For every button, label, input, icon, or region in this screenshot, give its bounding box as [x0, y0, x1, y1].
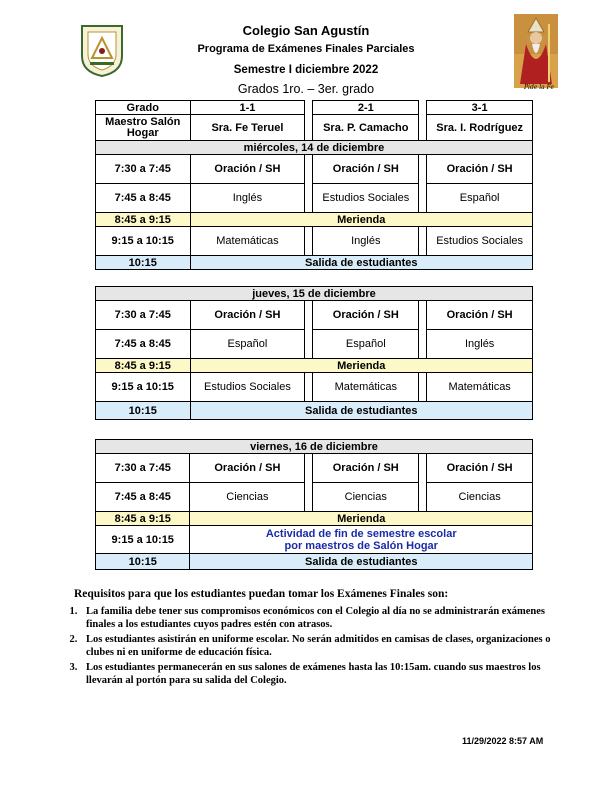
gap-cell: [305, 227, 313, 256]
semester-title: Semestre I diciembre 2022: [233, 64, 379, 76]
day-title: viernes, 16 de diciembre: [96, 440, 533, 454]
requirement-item: 1. La familia debe tener sus compromisos económicos con el Colegio al día no se administrarán exámenes finales a los estudiantes cuyos padres estén con atrasos.: [80, 606, 568, 631]
time-cell: 8:45 a 9:15: [96, 213, 191, 227]
subject-cell: Español: [427, 184, 533, 213]
saint-portrait-image: [514, 14, 558, 88]
subject-cell: Ciencias: [427, 483, 533, 512]
subject-cell: Inglés: [190, 184, 305, 213]
school-name: Colegio San Agustín: [242, 23, 370, 38]
dismissal-cell: Salida de estudiantes: [190, 402, 533, 420]
gap-cell: [419, 115, 427, 141]
gap-cell: [305, 330, 313, 359]
time-cell: 8:45 a 9:15: [96, 359, 191, 373]
merienda-cell: Merienda: [190, 213, 533, 227]
subject-cell: Oración / SH: [190, 454, 305, 483]
gap-cell: [419, 454, 427, 483]
requirements-heading: Requisitos para que los estudiantes puedan tomar los Exámenes Finales son:: [74, 588, 449, 600]
subject-cell: Estudios Sociales: [313, 184, 419, 213]
time-cell: 7:30 a 7:45: [96, 454, 190, 483]
teacher-name: Sra. I. Rodríguez: [427, 115, 533, 141]
subject-cell: Estudios Sociales: [190, 373, 305, 402]
program-title: Programa de Exámenes Finales Parciales: [197, 43, 415, 55]
gap-cell: [305, 301, 313, 330]
gap-cell: [305, 483, 313, 512]
merienda-cell: Merienda: [190, 512, 533, 526]
subject-cell: Oración / SH: [313, 301, 419, 330]
gap-cell: [305, 101, 313, 115]
gap-cell: [419, 155, 427, 184]
teacher-name: Sra. P. Camacho: [313, 115, 419, 141]
gap-cell: [305, 155, 313, 184]
subject-cell: Oración / SH: [427, 454, 533, 483]
day-title: jueves, 15 de diciembre: [96, 287, 533, 301]
subject-cell: Estudios Sociales: [427, 227, 533, 256]
subject-cell: Matemáticas: [427, 373, 533, 402]
subject-cell: Ciencias: [190, 483, 305, 512]
gap-cell: [305, 373, 313, 402]
requirements-list: [62, 606, 568, 690]
subject-cell: Inglés: [313, 227, 419, 256]
time-cell: 9:15 a 10:15: [96, 227, 191, 256]
time-cell: 7:30 a 7:45: [96, 301, 191, 330]
gap-cell: [419, 227, 427, 256]
time-cell: 9:15 a 10:15: [96, 526, 190, 554]
time-cell: 7:45 a 8:45: [96, 483, 190, 512]
requirement-item: 3. Los estudiantes permanecerán en sus salones de exámenes hasta las 10:15am. cuando sus maestros los llevarán al portón para su salida del Colegio.: [80, 662, 568, 687]
time-cell: 7:30 a 7:45: [96, 155, 191, 184]
time-cell: 7:45 a 8:45: [96, 330, 191, 359]
time-cell: 10:15: [96, 402, 191, 420]
grades-title: Grados 1ro. – 3er. grado: [237, 82, 375, 96]
subject-cell: Oración / SH: [427, 301, 533, 330]
gap-cell: [419, 301, 427, 330]
maestro-header: Maestro Salón Hogar: [96, 115, 191, 141]
group-header: 2-1: [313, 101, 419, 115]
subject-cell: Matemáticas: [190, 227, 305, 256]
schedule-table-thursday: [95, 286, 533, 420]
gap-cell: [419, 483, 427, 512]
subject-cell: Oración / SH: [313, 454, 419, 483]
print-timestamp: 11/29/2022 8:57 AM: [462, 736, 544, 746]
group-header: 3-1: [427, 101, 533, 115]
group-header: 1-1: [190, 101, 305, 115]
subject-cell: Oración / SH: [313, 155, 419, 184]
gap-cell: [419, 330, 427, 359]
subject-cell: Matemáticas: [313, 373, 419, 402]
grado-header: Grado: [96, 101, 191, 115]
subject-cell: Español: [313, 330, 419, 359]
activity-line: Actividad de fin de semestre escolar: [265, 527, 457, 540]
gap-cell: [305, 115, 313, 141]
subject-cell: Oración / SH: [427, 155, 533, 184]
gap-cell: [305, 184, 313, 213]
motto-text: Pide la Fe: [524, 84, 555, 91]
time-cell: 10:15: [96, 256, 191, 270]
activity-cell: [190, 526, 533, 554]
time-cell: 9:15 a 10:15: [96, 373, 191, 402]
time-cell: 8:45 a 9:15: [96, 512, 190, 526]
schedule-table-friday: [95, 439, 533, 570]
gap-cell: [419, 373, 427, 402]
gap-cell: [305, 454, 313, 483]
subject-cell: Inglés: [427, 330, 533, 359]
gap-cell: [419, 101, 427, 115]
requirement-item: 2. Los estudiantes asistirán en uniforme escolar. No serán admitidos en camisas de clases, organizaciones o clubes ni en uniforme de educación física.: [80, 634, 568, 659]
merienda-cell: Merienda: [190, 359, 533, 373]
gap-cell: [419, 184, 427, 213]
subject-cell: Oración / SH: [190, 301, 305, 330]
subject-cell: Español: [190, 330, 305, 359]
school-crest-logo: [80, 24, 124, 78]
activity-line: por maestros de Salón Hogar: [284, 539, 438, 552]
subject-cell: Ciencias: [313, 483, 419, 512]
dismissal-cell: Salida de estudiantes: [190, 256, 533, 270]
time-cell: 10:15: [96, 554, 190, 570]
dismissal-cell: Salida de estudiantes: [190, 554, 533, 570]
schedule-table-wednesday: [95, 100, 533, 270]
day-title: miércoles, 14 de diciembre: [96, 141, 533, 155]
time-cell: 7:45 a 8:45: [96, 184, 191, 213]
teacher-name: Sra. Fe Teruel: [190, 115, 305, 141]
subject-cell: Oración / SH: [190, 155, 305, 184]
